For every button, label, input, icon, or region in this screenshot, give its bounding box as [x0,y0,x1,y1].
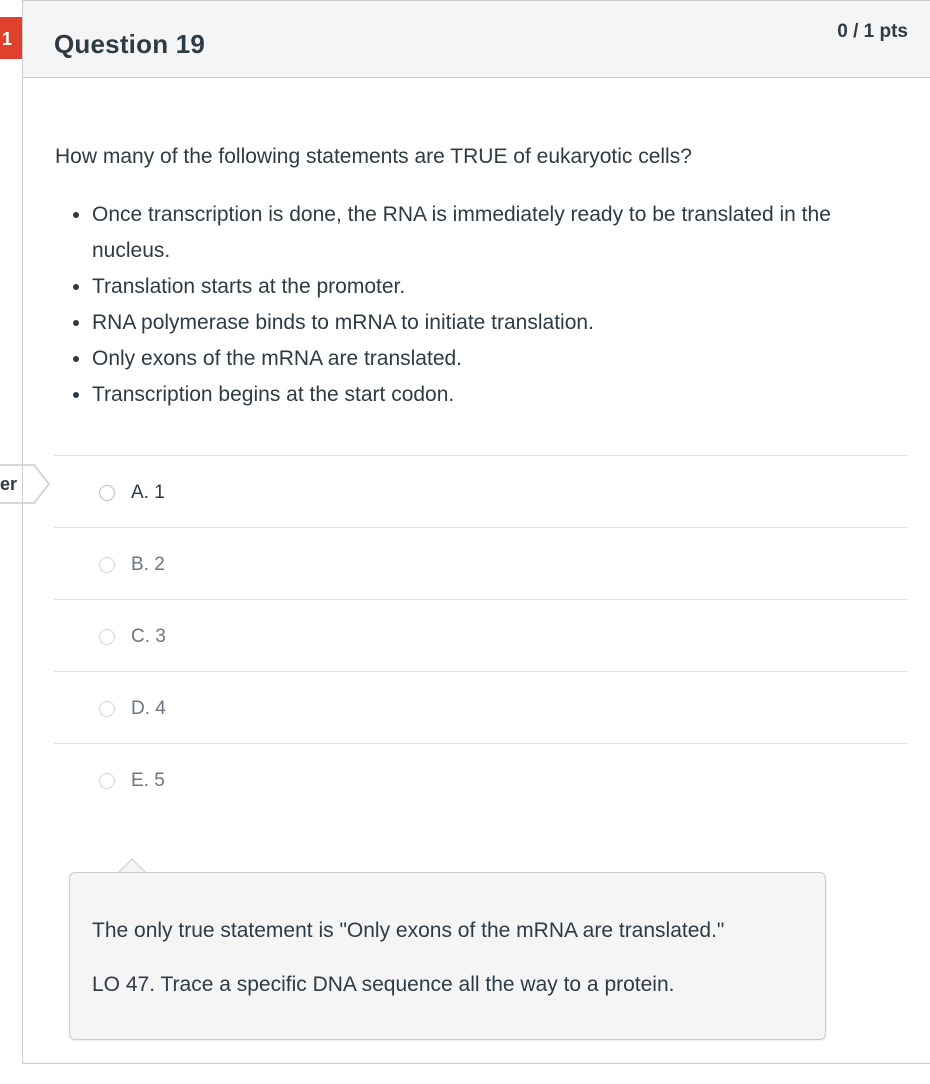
answer-option-e[interactable] [54,743,908,815]
correct-answer-flag-label: er [0,474,18,494]
incorrect-flag-text: 1 [2,29,13,49]
question-prompt: How many of the following statements are TRUE of eukaryotic cells? [55,145,692,168]
answer-label: B. 2 [131,554,165,575]
radio-button[interactable] [99,629,115,645]
radio-button[interactable] [99,773,115,789]
answer-label: A. 1 [131,482,165,503]
answer-label: C. 3 [131,626,166,647]
statement-item: • Only exons of the mRNA are translated. [92,341,905,377]
answer-option-d[interactable] [54,671,908,743]
feedback-text: The only true statement is "Only exons of the mRNA are translated." [92,919,725,942]
answer-option-c[interactable] [54,599,908,671]
statement-item: • Translation starts at the promoter. [92,269,905,305]
answer-label: E. 5 [131,770,165,791]
statement-item: • Once transcription is done, the RNA is immediately ready to be translated in the nucleus. [92,197,905,269]
answer-option-a[interactable] [54,455,908,527]
answer-list [54,455,908,815]
question-header [23,1,930,78]
radio-button[interactable] [99,701,115,717]
learning-objective-text: LO 47. Trace a specific DNA sequence all the way to a protein. [92,973,675,996]
statement-item: • Transcription begins at the start codon. [92,377,905,413]
question-card [22,0,930,1064]
answer-option-b[interactable] [54,527,908,599]
radio-button[interactable] [99,485,115,501]
feedback-pointer-icon [118,858,146,873]
radio-button[interactable] [99,557,115,573]
answer-label: D. 4 [131,698,166,719]
statement-item: • RNA polymerase binds to mRNA to initiate translation. [92,305,905,341]
question-points: 0 / 1 pts [837,21,908,42]
feedback-box [69,872,826,1040]
question-title: Question 19 [54,29,206,59]
statement-list [55,197,905,413]
